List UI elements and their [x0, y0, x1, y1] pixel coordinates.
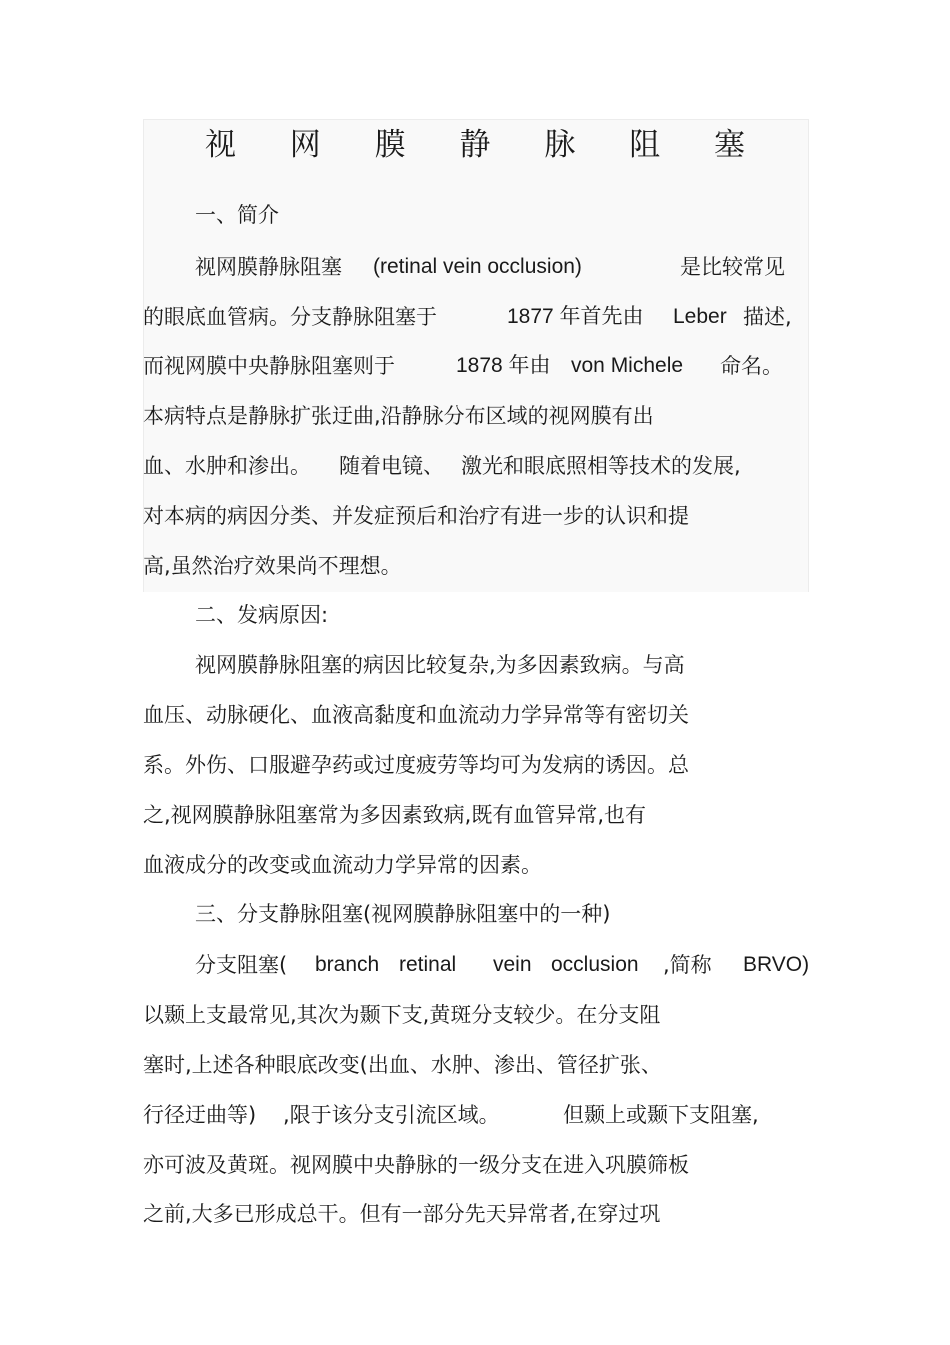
text-segment: vein: [493, 953, 532, 976]
text-segment: branch: [315, 953, 380, 976]
text-segment: occlusion: [551, 953, 639, 976]
text-segment: Leber: [673, 305, 727, 328]
cause-line-5: 血液成分的改变或血流动力学异常的因素。: [143, 853, 542, 877]
section-heading-intro: 一、简介: [195, 203, 279, 227]
text-segment: 1878 年由: [456, 354, 551, 377]
text-segment: 分支阻塞(: [195, 953, 288, 977]
intro-line-4: 本病特点是静脉扩张迂曲,沿静脉分布区域的视网膜有出: [143, 404, 654, 428]
cause-line-1: 视网膜静脉阻塞的病因比较复杂,为多因素致病。与高: [195, 653, 685, 677]
cause-line-3: 系。外伤、口服避孕药或过度疲劳等均可为发病的诱因。总: [143, 753, 689, 777]
intro-line-6: 对本病的病因分类、并发症预后和治疗有进一步的认识和提: [143, 504, 689, 528]
section-heading-cause: 二、发病原因:: [195, 603, 329, 627]
text-segment: BRVO): [743, 953, 810, 976]
section-heading-branch: 三、分支静脉阻塞(视网膜静脉阻塞中的一种): [195, 902, 611, 926]
text-segment: 是比较常见: [680, 255, 785, 279]
text-segment: ,限于该分支引流区域。: [283, 1103, 500, 1127]
text-segment: 行径迂曲等): [143, 1103, 257, 1127]
page-title: 视 网 膜 静 脉 阻 塞: [204, 127, 768, 163]
branch-line-6: 之前,大多已形成总干。但有一部分先天异常者,在穿过巩: [143, 1202, 661, 1226]
text-segment: 描述,: [743, 305, 792, 329]
text-segment: 1877 年首先由: [507, 305, 644, 328]
branch-line-5: 亦可波及黄斑。视网膜中央静脉的一级分支在进入巩膜筛板: [143, 1153, 689, 1177]
branch-line-2: 以颞上支最常见,其次为颞下支,黄斑分支较少。在分支阻: [143, 1003, 661, 1027]
cause-line-4: 之,视网膜静脉阻塞常为多因素致病,既有血管异常,也有: [143, 803, 647, 827]
text-segment: 视网膜静脉阻塞: [195, 255, 342, 279]
cause-line-2: 血压、动脉硬化、血液高黏度和血流动力学异常等有密切关: [143, 703, 689, 727]
text-segment: 而视网膜中央静脉阻塞则于: [143, 354, 395, 378]
text-segment: von Michele: [571, 354, 684, 377]
text-segment: (retinal vein occlusion): [373, 255, 582, 278]
text-segment: 激光和眼底照相等技术的发展,: [461, 454, 741, 478]
text-segment: retinal: [399, 953, 457, 976]
text-segment: 血、水肿和渗出。: [143, 454, 311, 478]
text-segment: 的眼底血管病。分支静脉阻塞于: [143, 305, 437, 329]
text-segment: 随着电镜、: [339, 454, 444, 478]
intro-line-7: 高,虽然治疗效果尚不理想。: [143, 554, 402, 578]
text-segment: 命名。: [720, 354, 783, 378]
text-segment: 但颞上或颞下支阻塞,: [563, 1103, 759, 1127]
branch-line-3: 塞时,上述各种眼底改变(出血、水肿、渗出、管径扩张、: [143, 1053, 662, 1077]
text-segment: ,简称: [663, 953, 712, 977]
